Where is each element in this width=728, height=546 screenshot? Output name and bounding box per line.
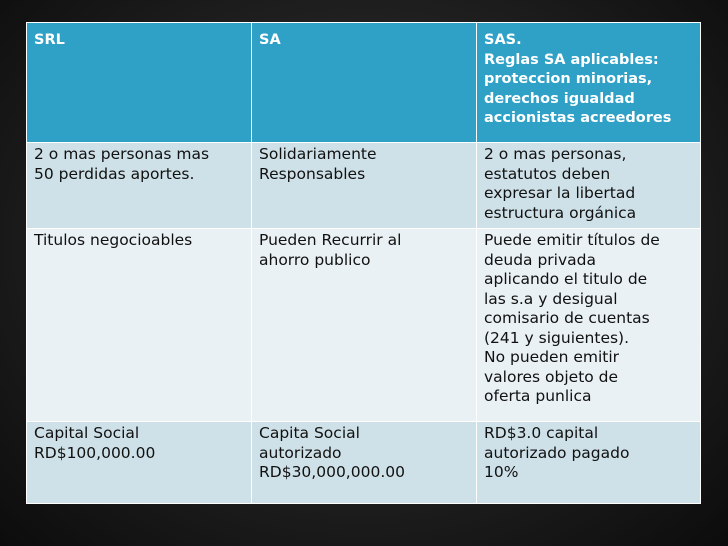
header-cell-srl [27, 23, 252, 143]
cell-line: Capita Social [259, 424, 360, 442]
cell-line: expresar la libertad [484, 184, 636, 202]
cell-line: SA [259, 32, 281, 48]
cell-line: 2 o mas personas, [484, 145, 627, 163]
cell-line: aplicando el titulo de [484, 270, 648, 288]
table-row [27, 422, 701, 504]
table-cell [252, 422, 477, 504]
cell-line: Solidariamente [259, 145, 377, 163]
cell-line: derechos igualdad [484, 90, 635, 107]
table-cell [27, 229, 252, 422]
cell-line: Titulos negocioables [34, 231, 193, 249]
cell-line: estructura orgánica [484, 203, 637, 222]
table-cell [477, 229, 701, 422]
cell-line: deuda privada [484, 250, 596, 269]
comparison-table [26, 22, 701, 504]
cell-line: valores objeto de [484, 367, 619, 386]
cell-line: RD$30,000,000.00 [259, 463, 405, 481]
cell-line: oferta punlica [484, 387, 592, 405]
table-cell [27, 143, 252, 229]
cell-line: Responsables [259, 164, 366, 183]
cell-line: (241 y siguientes). [484, 328, 630, 347]
table-cell [477, 422, 701, 504]
cell-line: ahorro publico [259, 250, 371, 269]
header-row [27, 23, 701, 143]
table-cell [27, 422, 252, 504]
cell-line: Reglas SA aplicables: [484, 51, 659, 68]
table-row [27, 143, 701, 229]
cell-line: comisario de cuentas [484, 309, 650, 327]
cell-line: RD$100,000.00 [34, 443, 156, 462]
cell-line: proteccion minorias, [484, 71, 653, 87]
table-cell [252, 143, 477, 229]
cell-line: las s.a y desigual [484, 289, 618, 308]
cell-line: RD$3.0 capital [484, 424, 599, 442]
cell-line: SAS. [484, 32, 522, 48]
table-cell [477, 143, 701, 229]
cell-line: SRL [34, 32, 65, 48]
header-cell-sa [252, 23, 477, 143]
table-cell [252, 229, 477, 422]
cell-line: autorizado [259, 443, 342, 462]
cell-line: 2 o mas personas mas [34, 145, 210, 163]
cell-line: 10% [484, 463, 519, 481]
table-row [27, 229, 701, 422]
cell-line: Capital Social [34, 424, 140, 442]
cell-line: autorizado pagado [484, 443, 630, 462]
header-cell-sas [477, 23, 701, 143]
cell-line: No pueden emitir [484, 348, 620, 366]
cell-line: Puede emitir títulos de [484, 231, 660, 249]
cell-line: estatutos deben [484, 164, 611, 183]
cell-line: Pueden Recurrir al [259, 231, 402, 249]
cell-line: 50 perdidas aportes. [34, 164, 195, 183]
cell-line: accionistas acreedores [484, 110, 672, 126]
